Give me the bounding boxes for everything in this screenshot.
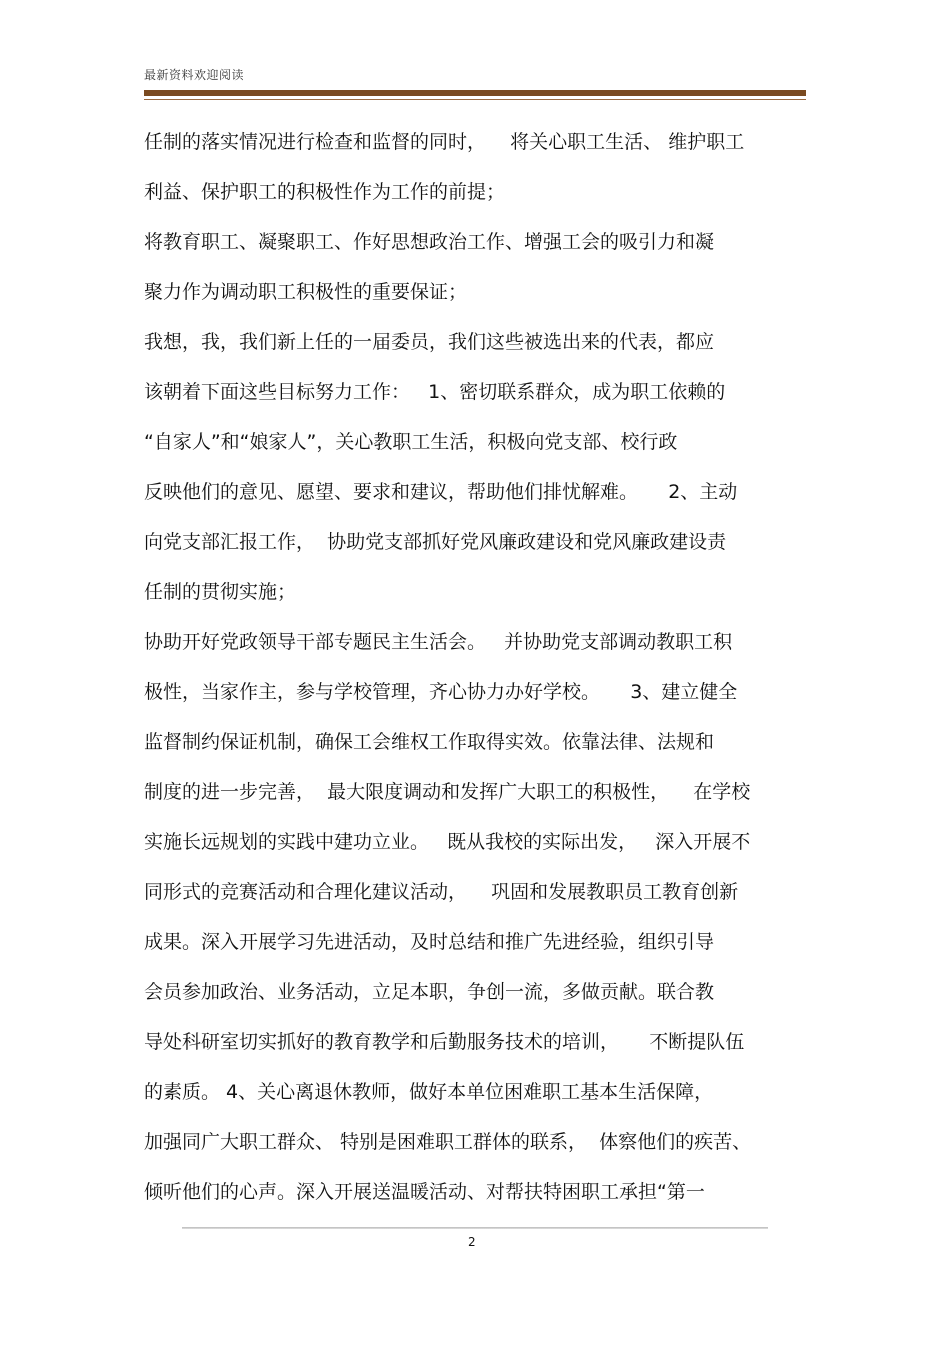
page-number: 2 (468, 1235, 476, 1249)
text-line: 协助开好党政领导干部专题民主生活会。 并协助党支部调动教职工积 (144, 631, 733, 653)
header-rule-thin (144, 99, 806, 100)
footer-rule (182, 1227, 768, 1229)
text-line: 任制的贯彻实施； (144, 581, 297, 603)
text-line: 聚力作为调动职工积极性的重要保证； (144, 281, 468, 303)
text-line: 利益、保护职工的积极性作为工作的前提； (144, 181, 506, 203)
text-line: 向党支部汇报工作， 协助党支部抓好党风廉政建设和党风廉政建设责 (144, 531, 727, 553)
running-header: 最新资料欢迎阅读 (144, 68, 245, 82)
text-line: 监督制约保证机制，确保工会维权工作取得实效。依靠法律、法规和 (144, 731, 715, 753)
text-line: “自家人”和“娘家人”，关心教职工生活，积极向党支部、校行政 (144, 431, 678, 453)
text-line: 实施长远规划的实践中建功立业。 既从我校的实际出发， 深入开展不 (144, 831, 751, 853)
text-line: 倾听他们的心声。深入开展送温暖活动、对帮扶特困职工承担“第一 (144, 1181, 705, 1203)
text-line: 该朝着下面这些目标努力工作： 1、密切联系群众，成为职工依赖的 (144, 381, 726, 403)
text-line: 制度的进一步完善， 最大限度调动和发挥广大职工的积极性， 在学校 (144, 781, 751, 803)
text-line: 导处科研室切实抓好的教育教学和后勤服务技术的培训， 不断提队伍 (144, 1031, 745, 1053)
text-line: 极性，当家作主，参与学校管理，齐心协力办好学校。 3、建立健全 (144, 681, 738, 703)
text-line: 的素质。 4、关心离退休教师，做好本单位困难职工基本生活保障， (144, 1081, 714, 1103)
text-line: 我想，我，我们新上任的一届委员，我们这些被选出来的代表，都应 (144, 331, 715, 353)
body-text (144, 123, 814, 1223)
text-line: 加强同广大职工群众、 特别是困难职工群体的联系， 体察他们的疾苦、 (144, 1131, 752, 1153)
text-line: 会员参加政治、业务活动，立足本职，争创一流，多做贡献。联合教 (144, 981, 715, 1003)
header-rule (144, 90, 806, 96)
text-line: 成果。深入开展学习先进活动，及时总结和推广先进经验，组织引导 (144, 931, 715, 953)
text-line: 将教育职工、凝聚职工、作好思想政治工作、增强工会的吸引力和凝 (144, 231, 715, 253)
text-line: 反映他们的意见、愿望、要求和建议，帮助他们排忧解难。 2、主动 (144, 481, 738, 503)
text-line: 同形式的竞赛活动和合理化建议活动， 巩固和发展教职员工教育创新 (144, 881, 739, 903)
text-line: 任制的落实情况进行检查和监督的同时， 将关心职工生活、 维护职工 (144, 131, 745, 153)
